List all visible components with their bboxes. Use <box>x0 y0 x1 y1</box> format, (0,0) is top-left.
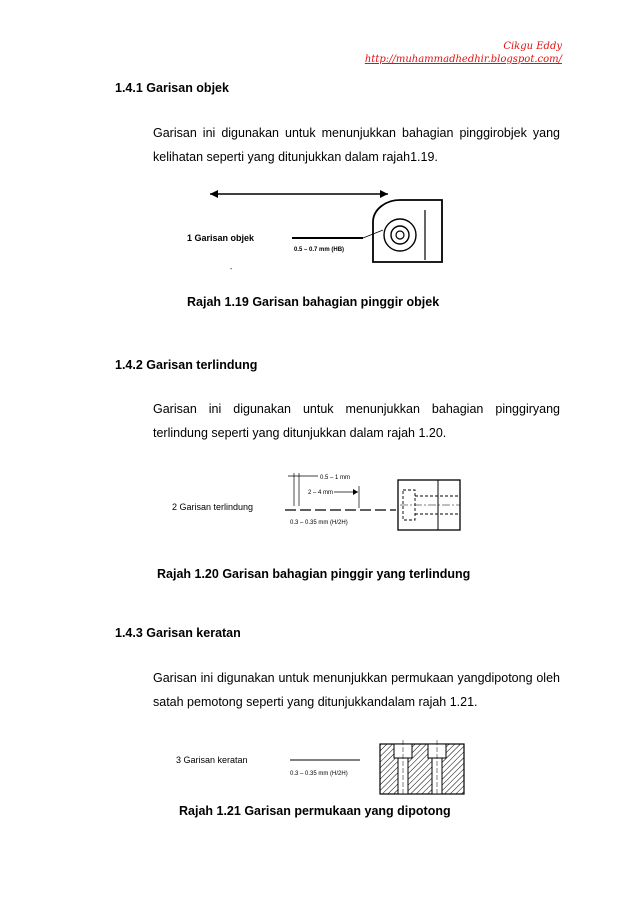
paragraph-garisan-keratan: Garisan ini digunakan untuk menunjukkan permukaan yangdipotong oleh satah pemotong seperti yang ditunjukkandalam rajah 1.21. <box>153 671 560 709</box>
caption-rajah-1-21: Rajah 1.21 Garisan permukaan yang dipotong <box>179 804 451 818</box>
heading-garisan-terlindung: 1.4.2 Garisan terlindung <box>115 358 258 372</box>
heading-garisan-keratan: 1.4.3 Garisan keratan <box>115 626 241 640</box>
header-url-link[interactable]: http://muhammadhedhir.blogspot.com/ <box>364 54 562 65</box>
figure-dimension: 0.5 – 0.7 mm (HB) <box>294 247 345 253</box>
caption-rajah-1-19: Rajah 1.19 Garisan bahagian pinggir objek <box>187 295 440 309</box>
object-drawing <box>373 200 442 262</box>
paragraph-garisan-terlindung: Garisan ini digunakan untuk menunjukkan bahagian pinggiryang terlindung seperti yang ditunjukkan dalam rajah 1.20. <box>153 402 560 440</box>
figure-garisan-terlindung <box>168 470 468 535</box>
figure-garisan-objek <box>180 180 450 280</box>
section-drawing <box>380 740 464 796</box>
figure-garisan-keratan <box>172 738 472 798</box>
caption-rajah-1-20: Rajah 1.20 Garisan bahagian pinggir yang terlindung <box>157 567 471 581</box>
double-arrow-icon <box>210 190 388 198</box>
figure-label: 1 Garisan objek <box>187 233 255 243</box>
dash-mark: - <box>230 266 233 273</box>
figure-dimension: 0.3 – 0.35 mm (H/2H) <box>290 771 348 777</box>
figure-dimension: 0.3 – 0.35 mm (H/2H) <box>290 520 348 526</box>
heading-garisan-objek: 1.4.1 Garisan objek <box>115 81 229 95</box>
figure-gap-dimension: 0.5 – 1 mm <box>320 475 351 481</box>
hidden-edge-drawing <box>398 480 460 530</box>
paragraph-garisan-objek: Garisan ini digunakan untuk menunjukkan bahagian pinggirobjek yang kelihatan seperti yang ditunjukkan dalam rajah1.19. <box>153 126 560 164</box>
figure-dash-dimension: 2 – 4 mm <box>308 490 334 496</box>
figure-label: 3 Garisan keratan <box>176 755 248 765</box>
header-author: Cikgu Eddy <box>503 41 562 52</box>
figure-label: 2 Garisan terlindung <box>172 502 254 512</box>
